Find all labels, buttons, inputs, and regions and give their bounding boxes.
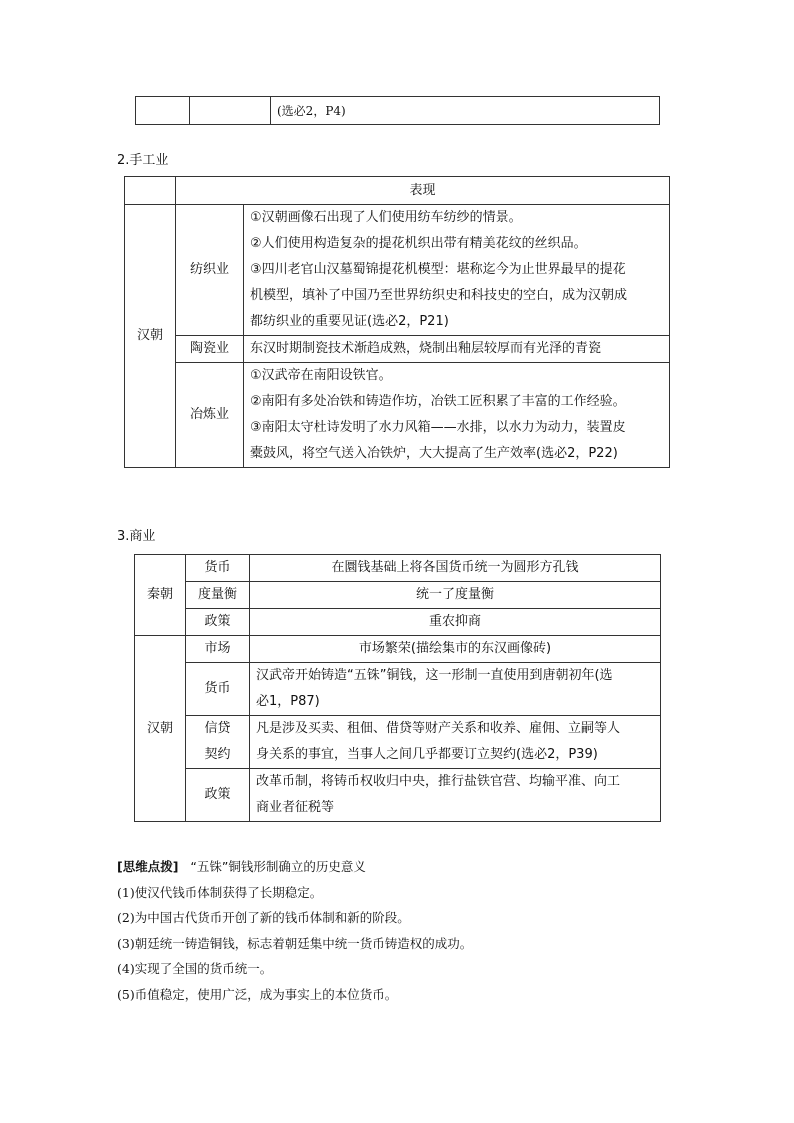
thinking-tip (117, 854, 677, 1007)
category-content (250, 716, 661, 769)
content-line: ②人们使用构造复杂的提花机织出带有精美花纹的丝织品。 (250, 236, 587, 251)
content-line: 东汉时期制瓷技术渐趋成熟，烧制出釉层较厚而有光泽的青瓷 (250, 341, 602, 356)
section-title: 2.手工业 (117, 153, 169, 168)
category-label: 货币 (186, 663, 250, 716)
label-line: 契约 (204, 747, 231, 762)
category-content (244, 363, 670, 468)
content-line: ③南阳太守杜诗发明了水力风箱——水排，以水力为动力，装置皮 (250, 420, 626, 435)
content-line: ②南阳有多处冶铁和铸造作坊，冶铁工匠积累了丰富的工作经验。 (250, 394, 626, 409)
source-note: (选必2，P4) (271, 97, 660, 125)
dynasty-cell: 汉朝 (125, 205, 176, 468)
category-content (244, 336, 670, 363)
category-content: 重农抑商 (250, 609, 661, 636)
content-line: 必1，P87) (256, 694, 320, 709)
content-line: 橐鼓风，将空气送入冶铁炉，大大提高了生产效率(选必2，P22) (250, 446, 618, 461)
category-content: 统一了度量衡 (250, 582, 661, 609)
content-line: 改革币制，将铸币权收归中央，推行盐铁官营、均输平准、向工 (256, 774, 621, 789)
category-label: 度量衡 (186, 582, 250, 609)
column-header: 表现 (176, 177, 670, 205)
list-item: (4)实现了全国的货币统一。 (117, 961, 273, 976)
commerce-table (134, 554, 661, 822)
list-item: (1)使汉代钱币体制获得了长期稳定。 (117, 884, 323, 900)
content-line: 凡是涉及买卖、租佃、借贷等财产关系和收养、雇佣、立嗣等人 (256, 721, 621, 736)
tip-heading (117, 854, 677, 880)
content-line: ③四川老官山汉墓蜀锦提花机模型：堪称迄今为止世界最早的提花 (250, 262, 626, 277)
tip-label: [思维点拨] (117, 859, 179, 874)
empty-header-cell (125, 177, 176, 205)
category-content (244, 205, 670, 336)
content-line: 身关系的事宜，当事人之间几乎都要订立契约(选必2，P39) (256, 747, 598, 762)
content-line: ①汉朝画像石出现了人们使用纺车纺纱的情景。 (250, 210, 522, 225)
category-label: 冶炼业 (176, 363, 244, 468)
category-content (250, 769, 661, 822)
category-label: 市场 (186, 636, 250, 663)
category-label: 货币 (186, 555, 250, 582)
content-line: 商业者征税等 (256, 800, 335, 815)
list-item: (2)为中国古代货币开创了新的钱币体制和新的阶段。 (117, 910, 410, 925)
content-line: ①汉武帝在南阳设铁官。 (250, 368, 392, 383)
content-line: 都纺织业的重要见证(选必2，P21) (250, 314, 449, 329)
handicraft-table (124, 176, 670, 468)
label-line: 信贷 (204, 721, 231, 736)
content-line: 汉武帝开始铸造“五铢”铜钱，这一形制一直使用到唐朝初年(选 (256, 668, 613, 683)
category-content (250, 636, 661, 663)
content-line: 市场繁荣(描绘集市的东汉画像砖) (358, 641, 552, 656)
tip-title: “五铢”铜钱形制确立的历史意义 (190, 859, 366, 874)
dynasty-cell: 秦朝 (135, 555, 186, 636)
list-item: (3)朝廷统一铸造铜钱，标志着朝廷集中统一货币铸造权的成功。 (117, 935, 473, 951)
category-label (186, 716, 250, 769)
content-line: 机模型，填补了中国乃至世界纺织史和科技史的空白，成为汉朝成 (250, 288, 628, 303)
category-label: 政策 (186, 609, 250, 636)
category-content: 在圜钱基础上将各国货币统一为圆形方孔钱 (250, 555, 661, 582)
empty-cell (190, 97, 271, 125)
category-content (250, 663, 661, 716)
dynasty-cell: 汉朝 (135, 636, 186, 822)
list-item: (5)币值稳定，使用广泛，成为事实上的本位货币。 (117, 986, 398, 1002)
section-title: 3.商业 (117, 529, 156, 544)
category-label: 政策 (186, 769, 250, 822)
empty-cell (136, 97, 190, 125)
category-label: 陶瓷业 (176, 336, 244, 363)
category-label: 纺织业 (176, 205, 244, 336)
top-table-fragment (135, 96, 660, 125)
